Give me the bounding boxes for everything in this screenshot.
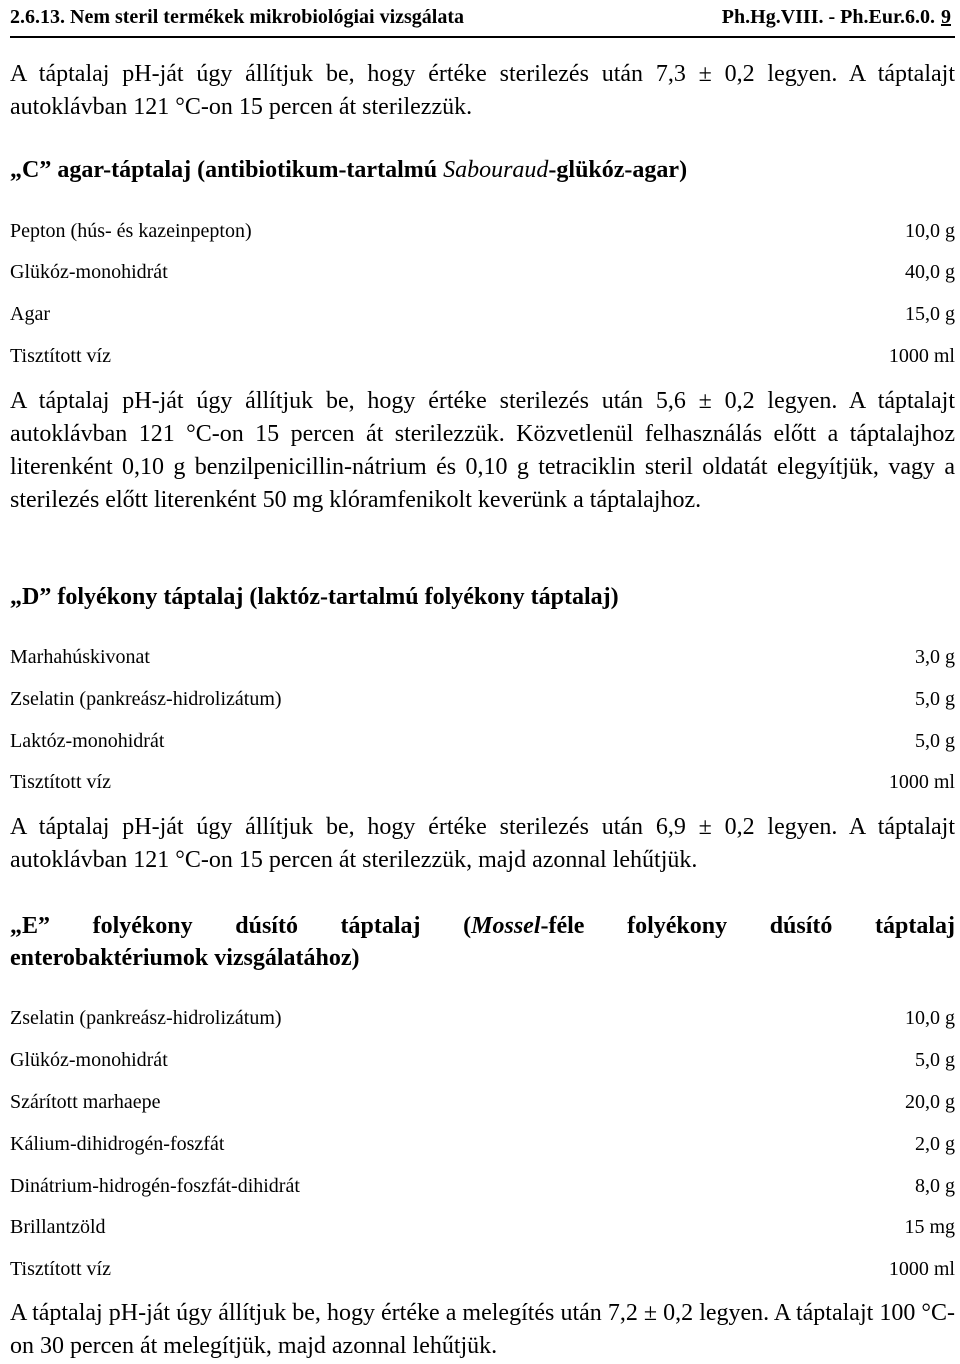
heading-italic: Sabouraud xyxy=(443,157,549,183)
section-title: 2.6.13. Nem steril termékek mikrobiológiai vizsgálata xyxy=(10,6,465,28)
ingredient-name: Glükóz-monohidrát xyxy=(10,1049,168,1071)
ingredient-row xyxy=(10,299,955,329)
heading-line-2: enterobaktériumok vizsgálatához) xyxy=(10,945,360,971)
ingredient-amount: 15 mg xyxy=(904,1216,955,1238)
ingredient-amount: 10,0 g xyxy=(905,1007,955,1029)
ingredient-name: Szárított marhaepe xyxy=(10,1091,161,1113)
ingredient-name: Tisztított víz xyxy=(10,345,111,367)
ingredient-row xyxy=(10,726,955,756)
heading-text: -glükóz-agar) xyxy=(548,157,688,183)
ingredient-amount: 20,0 g xyxy=(905,1091,955,1113)
ingredient-row xyxy=(10,684,955,714)
intro-paragraph: A táptalaj pH-ját úgy állítjuk be, hogy értéke sterilezés után 7,3 ± 0,2 legyen. A táptalajt autoklávban 121 °C-on 15 percen át sterilezzük. xyxy=(10,61,955,120)
ingredient-row xyxy=(10,1254,955,1284)
heading-text: -féle folyékony dúsító táptalaj xyxy=(540,913,955,939)
section-e-note: A táptalaj pH-ját úgy állítjuk be, hogy értéke a melegítés után 7,2 ± 0,2 legyen. A táptalajt 100 °C-on 30 percen át melegítjük, majd azonnal lehűtjük. xyxy=(10,1300,955,1359)
ingredient-name: Glükóz-monohidrát xyxy=(10,261,168,283)
ingredient-amount: 3,0 g xyxy=(915,646,955,668)
ingredient-name: Brillantzöld xyxy=(10,1216,106,1238)
ingredient-row xyxy=(10,1045,955,1075)
section-d-heading: „D” folyékony táptalaj (laktóz-tartalmú folyékony táptalaj) xyxy=(10,584,619,610)
ingredient-amount: 1000 ml xyxy=(888,1258,955,1280)
page-header xyxy=(10,2,955,38)
page-number: 9 xyxy=(941,6,951,28)
reference-text: Ph.Hg.VIII. - Ph.Eur.6.0. xyxy=(721,6,935,28)
ingredient-row xyxy=(10,1129,955,1159)
ingredient-row xyxy=(10,1212,955,1242)
pharmacopoeia-reference xyxy=(722,6,951,29)
ingredient-amount: 10,0 g xyxy=(905,220,955,242)
ingredient-name: Zselatin (pankreász-hidrolizátum) xyxy=(10,1007,282,1029)
ingredient-row xyxy=(10,216,955,246)
ingredient-amount: 2,0 g xyxy=(915,1133,955,1155)
ingredient-amount: 40,0 g xyxy=(905,261,955,283)
ingredient-row xyxy=(10,257,955,287)
ingredient-amount: 1000 ml xyxy=(888,771,955,793)
ingredient-amount: 5,0 g xyxy=(915,730,955,752)
ingredient-name: Zselatin (pankreász-hidrolizátum) xyxy=(10,688,282,710)
ingredient-name: Tisztított víz xyxy=(10,1258,111,1280)
ingredient-row xyxy=(10,642,955,672)
section-c-note: A táptalaj pH-ját úgy állítjuk be, hogy értéke sterilezés után 5,6 ± 0,2 legyen. A táptalajt autoklávban 121 °C-on 15 percen át sterilezzük. Közvetlenül felhasználás előtt a táptalajhoz literenként 0,10 g benzilpenicillin-nátrium és 0,10 g tetraciklin steril oldatát elegyítjük, vagy a sterilezés előtt literenként 50 mg klóramfenikolt keverünk a táptalajhoz. xyxy=(10,388,955,513)
section-e-heading xyxy=(10,910,955,974)
ingredient-amount: 1000 ml xyxy=(888,345,955,367)
ingredient-amount: 5,0 g xyxy=(915,1049,955,1071)
heading-text: „E” folyékony dúsító táptalaj ( xyxy=(10,913,472,939)
ingredient-name: Dinátrium-hidrogén-foszfát-dihidrát xyxy=(10,1175,300,1197)
ingredient-name: Marhahúskivonat xyxy=(10,646,150,668)
ingredient-amount: 8,0 g xyxy=(915,1175,955,1197)
section-c-heading xyxy=(10,154,955,186)
heading-italic: Mossel xyxy=(471,913,541,939)
ingredient-row xyxy=(10,341,955,371)
heading-line-1 xyxy=(10,910,955,942)
ingredient-name: Tisztított víz xyxy=(10,771,111,793)
ingredient-row xyxy=(10,1087,955,1117)
ingredient-amount: 5,0 g xyxy=(915,688,955,710)
ingredient-amount: 15,0 g xyxy=(905,303,955,325)
ingredient-row xyxy=(10,1003,955,1033)
ingredient-row xyxy=(10,1171,955,1201)
section-d-note: A táptalaj pH-ját úgy állítjuk be, hogy értéke sterilezés után 6,9 ± 0,2 legyen. A táptalajt autoklávban 121 °C-on 15 percen át sterilezzük, majd azonnal lehűtjük. xyxy=(10,814,955,873)
ingredient-name: Laktóz-monohidrát xyxy=(10,730,165,752)
heading-text: „C” agar-táptalaj (antibiotikum-tartalmú xyxy=(10,157,444,183)
ingredient-name: Kálium-dihidrogén-foszfát xyxy=(10,1133,225,1155)
ingredient-name: Pepton (hús- és kazeinpepton) xyxy=(10,220,252,242)
ingredient-name: Agar xyxy=(10,303,50,325)
ingredient-row xyxy=(10,767,955,797)
